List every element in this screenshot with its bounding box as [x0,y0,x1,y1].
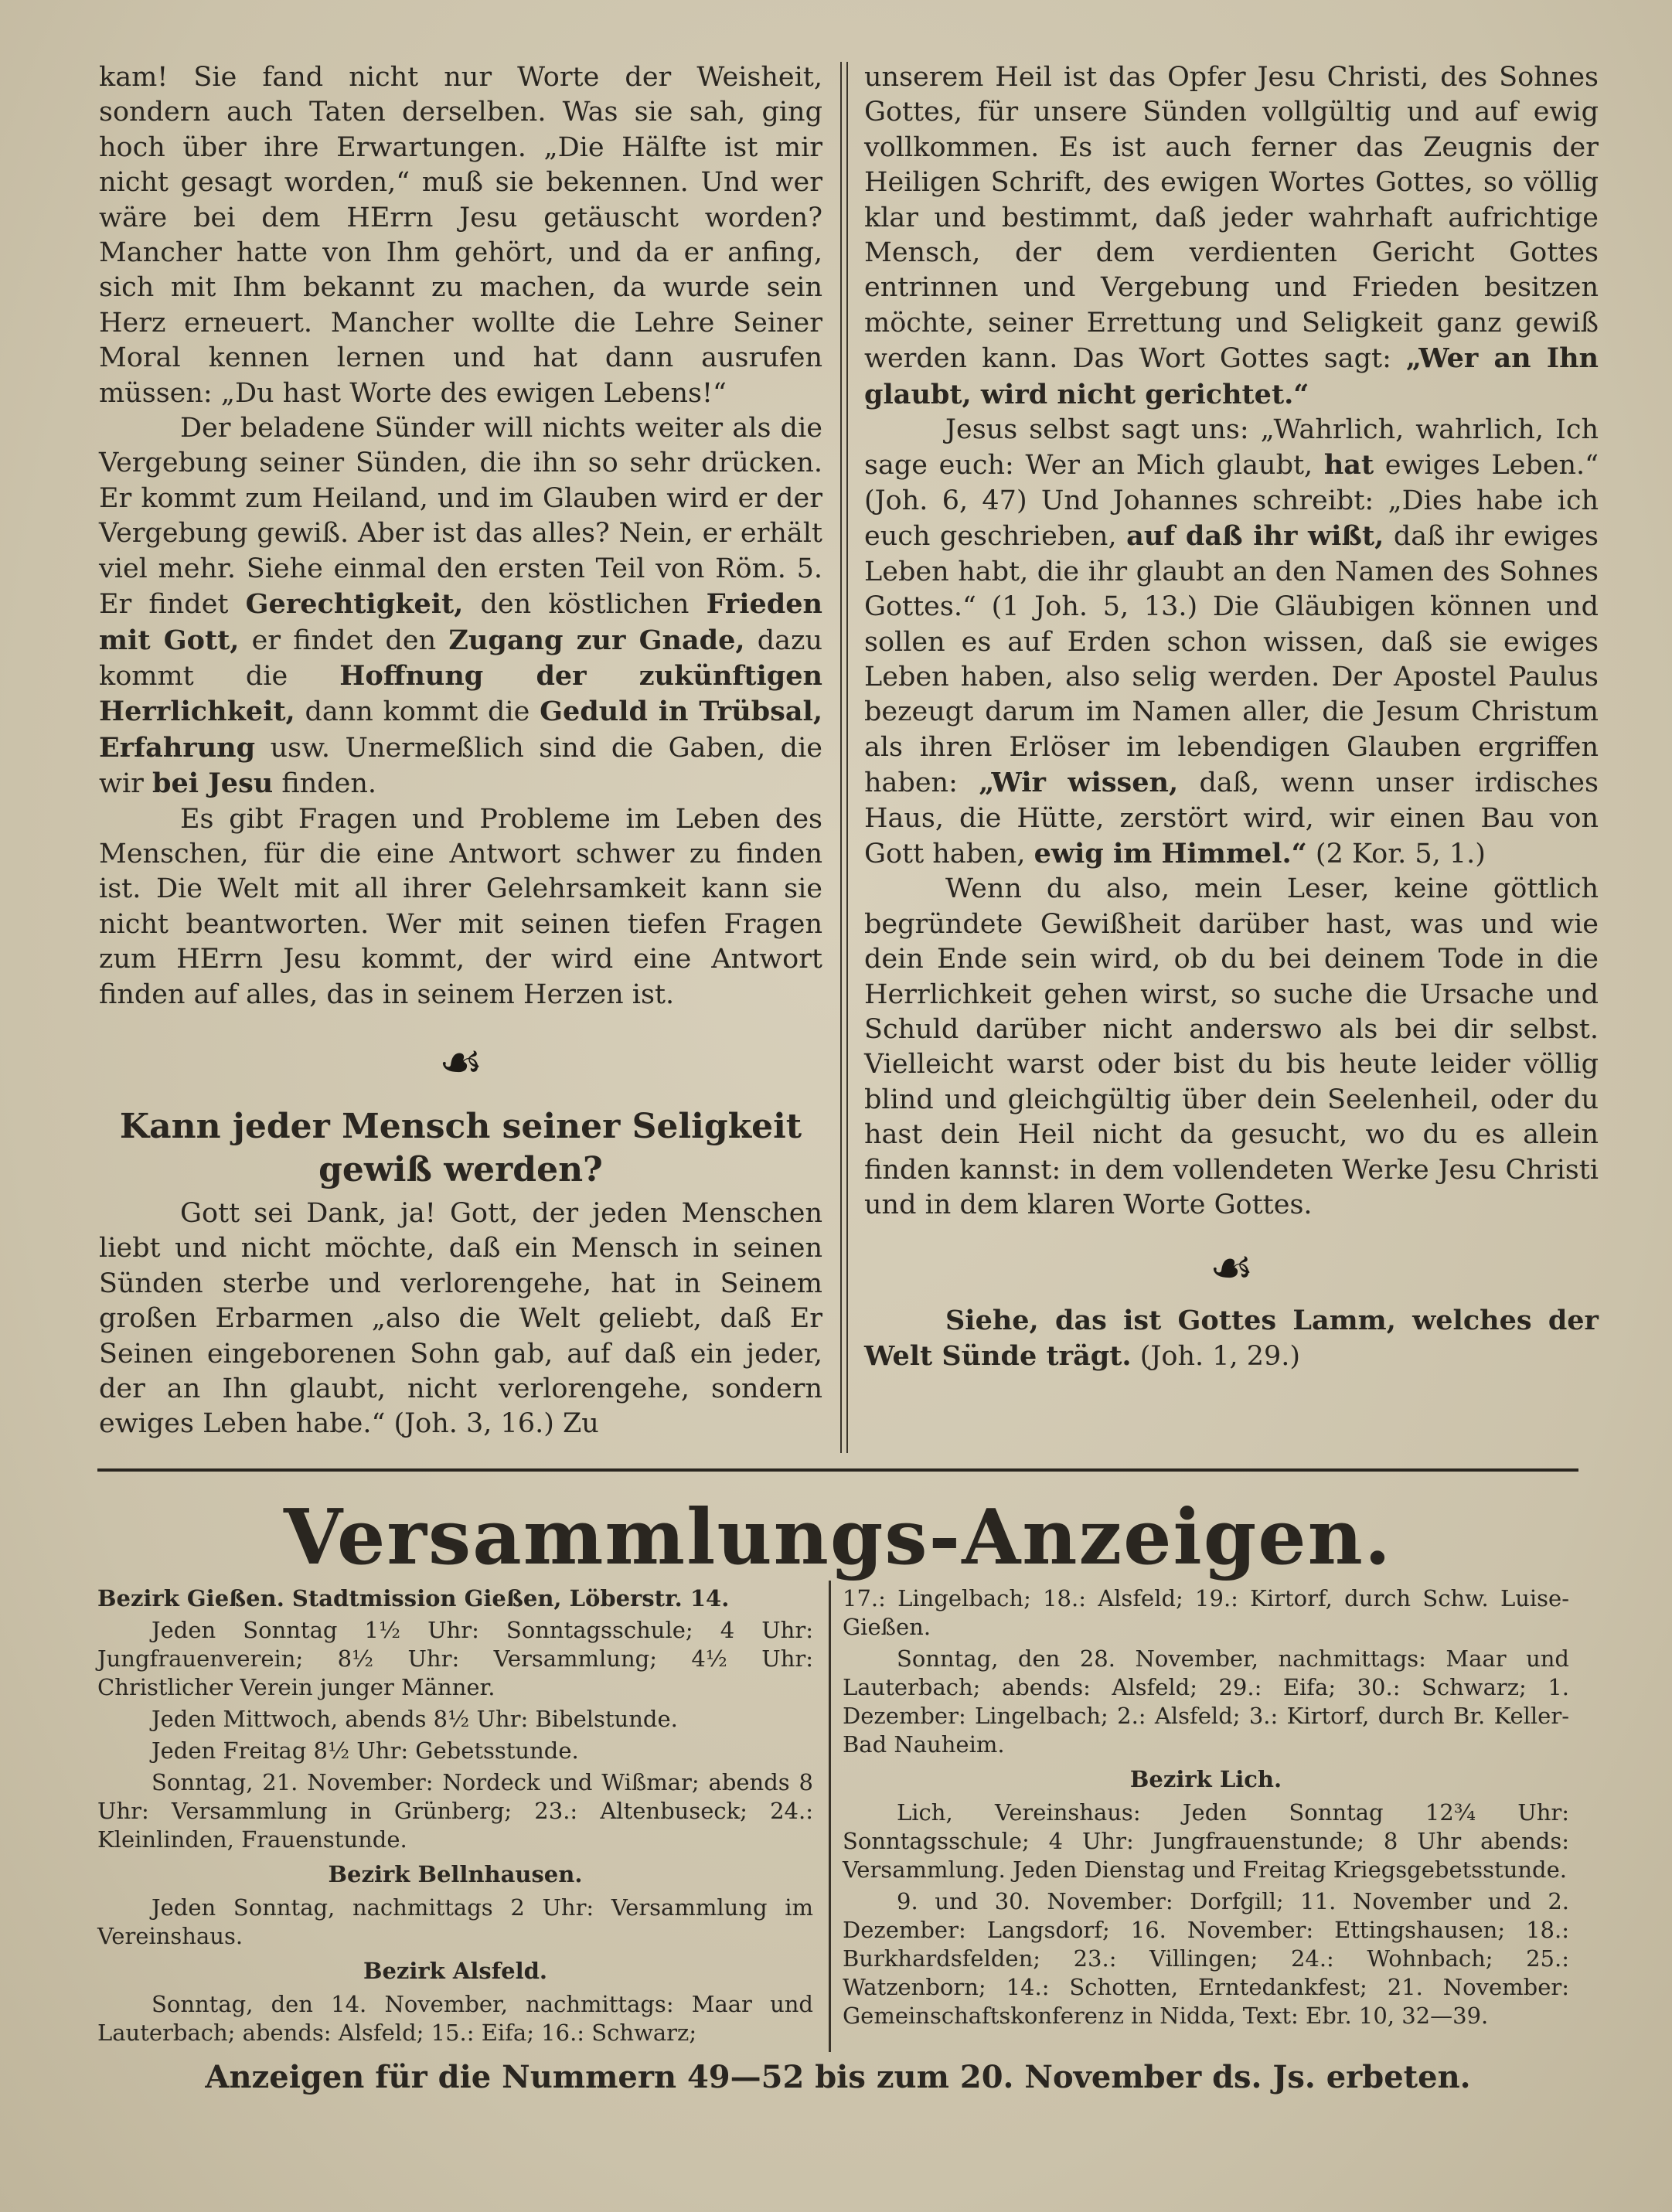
right-paragraph-3: Wenn du also, mein Leser, keine göttlich begründete Gewißheit darüber hast, was und wie dein Ende sein wird, ob du bei deinem Tode in die Herrlichkeit gehen wirst, so suche die Ursache und Schuld darüber nicht anderswo als bei dir selbst. Vielleicht warst oder bist du bis heute leider völlig blind und gleichgültig über dein Seelenheil, oder du hast dein Heil nicht da gesucht, wo du es allein finden kannst: in dem vollendeten Werke Jesu Christi und in dem klaren Worte Gottes. [864,873,1599,1220]
section-divider [97,1468,1578,1472]
district-heading: Bezirk Lich. [1129,1766,1282,1792]
right-column [864,60,1599,1374]
announcements-banner: Versammlungs-Anzeigen. [284,1493,1392,1582]
column-divider [840,62,848,1453]
ornament-icon: ☙ [438,1033,483,1091]
announcements-left [97,1584,813,2050]
district-heading: Bezirk Gießen. Stadtmission Gießen, Löberstr. 14. [97,1585,730,1611]
announcement-line: Sonntag, den 14. November, nachmittags: Maar und Lauterbach; abends: Alsfeld; 15.: Eifa; 16.: Schwarz; [97,1991,813,2046]
announcement-line: Sonntag, 21. November: Nordeck und Wißmar; abends 8 Uhr: Versammlung in Grünberg; 23.: Altenbuseck; 24.: Kleinlinden, Frauenstunde. [97,1769,813,1853]
footer-notice: Anzeigen für die Nummern 49—52 bis zum 20. November ds. Js. erbeten. [205,2059,1471,2095]
right-paragraph-2: Jesus selbst sagt uns: „Wahrlich, wahrlich, Ich sage euch: Wer an Mich glaubt, hat ewiges Leben.“ (Joh. 6, 47) Und Johannes schreibt: „Dies habe ich euch geschrieben, auf daß ihr wißt, daß ihr ewiges Leben habt, die ihr glaubt an den Namen des Sohnes Gottes.“ (1 Joh. 5, 13.) Die Gläubigen können und sollen es auf Erden schon wissen, daß sie ewiges Leben haben, also selig werden. Der Apostel Paulus bezeugt darum im Namen aller, die Jesum Christum als ihren Erlöser im lebendigen Glauben ergriffen haben: „Wir wissen, daß, wenn unser irdisches Haus, die Hütte, zerstört wird, wir einen Bau von Gott haben, ewig im Himmel.“ (2 Kor. 5, 1.) [864,414,1599,869]
ornament-icon: ☙ [1209,1240,1254,1298]
left-column [99,60,822,1442]
announcement-line: Jeden Sonntag, nachmittags 2 Uhr: Versammlung im Vereinshaus. [97,1894,813,1949]
announcement-line: Lich, Vereinshaus: Jeden Sonntag 12¾ Uhr: Sonntagsschule; 4 Uhr: Jungfrauenstunde; 8 Uhr abends: Versammlung. Jeden Dienstag und Freitag Kriegsgebetsstunde. [843,1799,1569,1883]
announcement-line: 17.: Lingelbach; 18.: Alsfeld; 19.: Kirtorf, durch Schw. Luise-Gießen. [843,1585,1569,1640]
announcement-line: 9. und 30. November: Dorfgill; 11. November und 2. Dezember: Langsdorf; 16. November: Ettingshausen; 18.: Burkhardsfelden; 23.: Villingen; 24.: Wohnbach; 25.: Watzenborn; 14.: Schotten, Erntedankfest; 21. November: Gemeinschaftskonferenz in Nidda, Text: Ebr. 10, 32—39. [843,1888,1569,2029]
left-paragraph-3: Es gibt Fragen und Probleme im Leben des Menschen, für die eine Antwort schwer zu finden ist. Die Welt mit all ihrer Gelehrsamkeit kann sie nicht beantworten. Wer mit seinen tiefen Fragen zum HErrn Jesu kommt, der wird eine Antwort finden auf alles, das in seinem Herzen ist. [99,803,822,1010]
left-paragraph-4: Gott sei Dank, ja! Gott, der jeden Menschen liebt und nicht möchte, daß ein Mensch in seinen Sünden sterbe und verlorengehe, hat in Seinem großen Erbarmen „also die Welt geliebt, daß Er Seinen eingeborenen Sohn gab, auf daß ein jeder, der an Ihn glaubt, nicht verlorengehe, sondern ewiges Leben habe.“ (Joh. 3, 16.) Zu [99,1197,822,1440]
district-heading: Bezirk Bellnhausen. [328,1861,583,1887]
announcement-line: Jeden Mittwoch, abends 8½ Uhr: Bibelstunde. [152,1706,678,1732]
closing-verse: Siehe, das ist Gottes Lamm, welches der Welt Sünde trägt. (Joh. 1, 29.) [864,1305,1599,1373]
article-heading: Kann jeder Mensch seiner Seligkeit gewiß werden? [119,1106,802,1189]
announcements-divider [829,1581,831,2052]
left-paragraph-1: kam! Sie fand nicht nur Worte der Weisheit, sondern auch Taten derselben. Was sie sah, ging hoch über ihre Erwartungen. „Die Hälfte ist mir nicht gesagt worden,“ muß sie bekennen. Und wer wäre bei dem HErrn Jesu getäuscht worden? Mancher hatte von Ihm gehört, und da er anfing, sich mit Ihm bekannt zu machen, da wurde sein Herz erneuert. Mancher wollte die Lehre Seiner Moral kennen lernen und hat dann ausrufen müssen: „Du hast Worte des ewigen Lebens!“ [99,62,822,409]
announcement-line: Jeden Sonntag 1½ Uhr: Sonntagsschule; 4 Uhr: Jungfrauenverein; 8½ Uhr: Versammlung; 4½ Uhr: Christlicher Verein junger Männer. [97,1617,813,1700]
announcement-line: Jeden Freitag 8½ Uhr: Gebetsstunde. [152,1737,579,1764]
district-heading: Bezirk Alsfeld. [363,1958,548,1984]
announcement-line: Sonntag, den 28. November, nachmittags: Maar und Lauterbach; abends: Alsfeld; 29.: Eifa; 30.: Schwarz; 1. Dezember: Lingelbach; 2.: Alsfeld; 3.: Kirtorf, durch Br. Keller-Bad Nauheim. [843,1645,1569,1758]
announcements-right [843,1584,1569,2033]
right-paragraph-1: unserem Heil ist das Opfer Jesu Christi, des Sohnes Gottes, für unsere Sünden vollgültig und auf ewig vollkommen. Es ist auch ferner das Zeugnis der Heiligen Schrift, des ewigen Wortes Gottes, so völlig klar und bestimmt, daß jeder wahrhaft aufrichtige Mensch, der dem verdienten Gericht Gottes entrinnen und Vergebung und Frieden besitzen möchte, seiner Errettung und Seligkeit ganz gewiß werden kann. Das Wort Gottes sagt: „Wer an Ihn glaubt, wird nicht gerichtet.“ [864,62,1599,410]
left-paragraph-2: Der beladene Sünder will nichts weiter als die Vergebung seiner Sünden, die ihn so sehr drücken. Er kommt zum Heiland, und im Glauben wird er der Vergebung gewiß. Aber ist das alles? Nein, er erhält viel mehr. Siehe einmal den ersten Teil von Röm. 5. Er findet Gerechtigkeit, den köstlichen Frieden mit Gott, er findet den Zugang zur Gnade, dazu kommt die Hoffnung der zukünftigen Herrlichkeit, dann kommt die Geduld in Trübsal, Erfahrung usw. Unermeßlich sind die Gaben, die wir bei Jesu finden. [99,413,823,800]
